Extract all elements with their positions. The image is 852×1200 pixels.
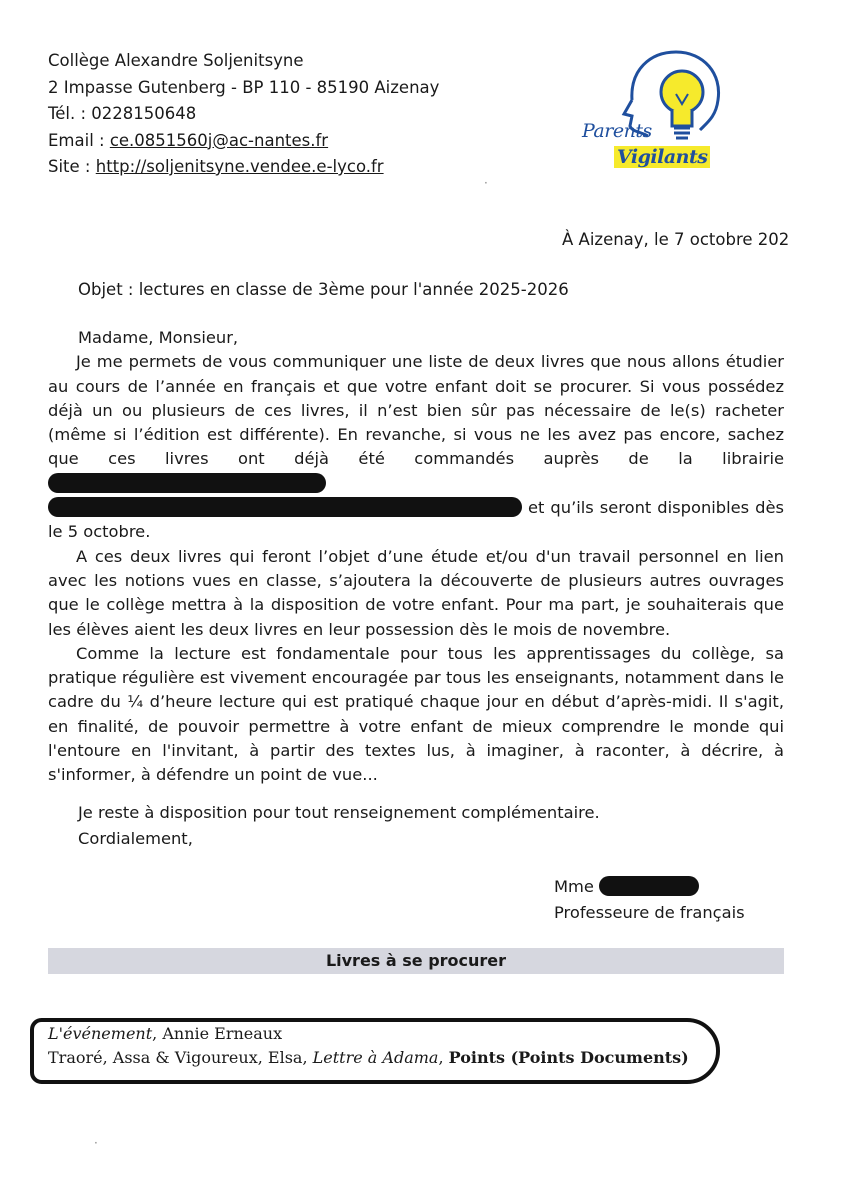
paragraph-1 xyxy=(48,350,784,544)
school-name: Collège Alexandre Soljenitsyne xyxy=(48,51,304,70)
sender-block xyxy=(48,48,439,181)
parents-vigilants-logo xyxy=(572,40,722,190)
closing-line: Je reste à disposition pour tout renseignement complémentaire. xyxy=(78,803,600,822)
book-2-authors: Traoré, Assa & Vigoureux, Elsa, xyxy=(48,1048,313,1067)
closing-block xyxy=(78,800,600,852)
paragraph-1-part-a: Je me permets de vous communiquer une liste de deux livres que nous allons étudier au cours de l’année en français et que votre enfant doit se procurer. Si vous possédez déjà un ou plusieurs de ces livres, il n’est bien sûr pas nécessaire de le(s) racheter (même si l’édition est différente). En revanche, si vous ne les avez pas encore, sachez que ces livres ont déjà été commandés auprès de la librairie xyxy=(48,352,784,469)
letter-body xyxy=(48,326,784,788)
school-site-link[interactable]: http://soljenitsyne.vendee.e-lyco.fr xyxy=(95,157,384,176)
letter-subject: Objet : lectures en classe de 3ème pour l'année 2025-2026 xyxy=(78,280,569,299)
site-label: Site : xyxy=(48,157,96,176)
redacted-bookstore-address xyxy=(48,497,522,517)
school-email-row xyxy=(48,128,439,155)
paragraph-1-part-b: et qu’ils seront disponibles dès le 5 octobre. xyxy=(48,498,784,542)
book-item-1 xyxy=(48,1022,689,1046)
book-list xyxy=(48,1022,689,1070)
email-label: Email : xyxy=(48,130,110,150)
logo-text-vigilants: Vigilants xyxy=(614,146,710,168)
school-site-row xyxy=(48,154,439,181)
greeting: Madame, Monsieur, xyxy=(78,328,239,347)
redacted-teacher-name xyxy=(599,876,699,896)
signature-block xyxy=(554,874,745,926)
book-1-author: , Annie Erneaux xyxy=(152,1024,283,1043)
books-banner: Livres à se procurer xyxy=(48,948,784,974)
redacted-bookstore-name xyxy=(48,473,326,493)
school-address: 2 Impasse Gutenberg - BP 110 - 85190 Aizenay xyxy=(48,77,440,97)
letter-date: À Aizenay, le 7 octobre 202 xyxy=(562,230,790,249)
book-2-publisher: Points (Points Documents) xyxy=(448,1048,689,1067)
paragraph-2: A ces deux livres qui feront l’objet d’une étude et/ou d'un travail personnel en lien avec les notions vues en classe, s’ajoutera la découverte de plusieurs autres ouvrages que le collège mettra à la disposition de votre enfant. Pour ma part, je souhaiterais que les élèves aient les deux livres en leur possession dès le mois de novembre. xyxy=(48,546,784,639)
book-1-title: L'événement xyxy=(48,1024,153,1043)
scan-speck: · xyxy=(484,176,488,190)
book-2-separator: , xyxy=(438,1048,449,1067)
signature-title: Mme xyxy=(554,877,600,896)
school-email-link[interactable]: ce.0851560j@ac-nantes.fr xyxy=(109,130,329,150)
signature-role: Professeure de français xyxy=(554,903,745,922)
paragraph-3: Comme la lecture est fondamentale pour tous les apprentissages du collège, sa pratique régulière est vivement encouragée par tous les enseignants, notamment dans le cadre du ¼ d’heure lecture qui est pratiqué chaque jour en début d’après-midi. Il s'agit, en finalité, de pouvoir permettre à votre enfant de mieux comprendre le monde qui l'entoure en l'invitant, à partir des textes lus, à imaginer, à raconter, à décrire, à s'informer, à défendre un point de vue... xyxy=(48,643,784,785)
book-item-2 xyxy=(48,1046,689,1070)
book-2-title: Lettre à Adama xyxy=(312,1048,439,1067)
school-phone: Tél. : 0228150648 xyxy=(48,104,197,123)
closing-salutation: Cordialement, xyxy=(78,829,193,848)
signature-name-row xyxy=(554,874,745,900)
logo-text-parents: Parents xyxy=(582,120,652,142)
scan-speck: · xyxy=(94,1136,98,1150)
